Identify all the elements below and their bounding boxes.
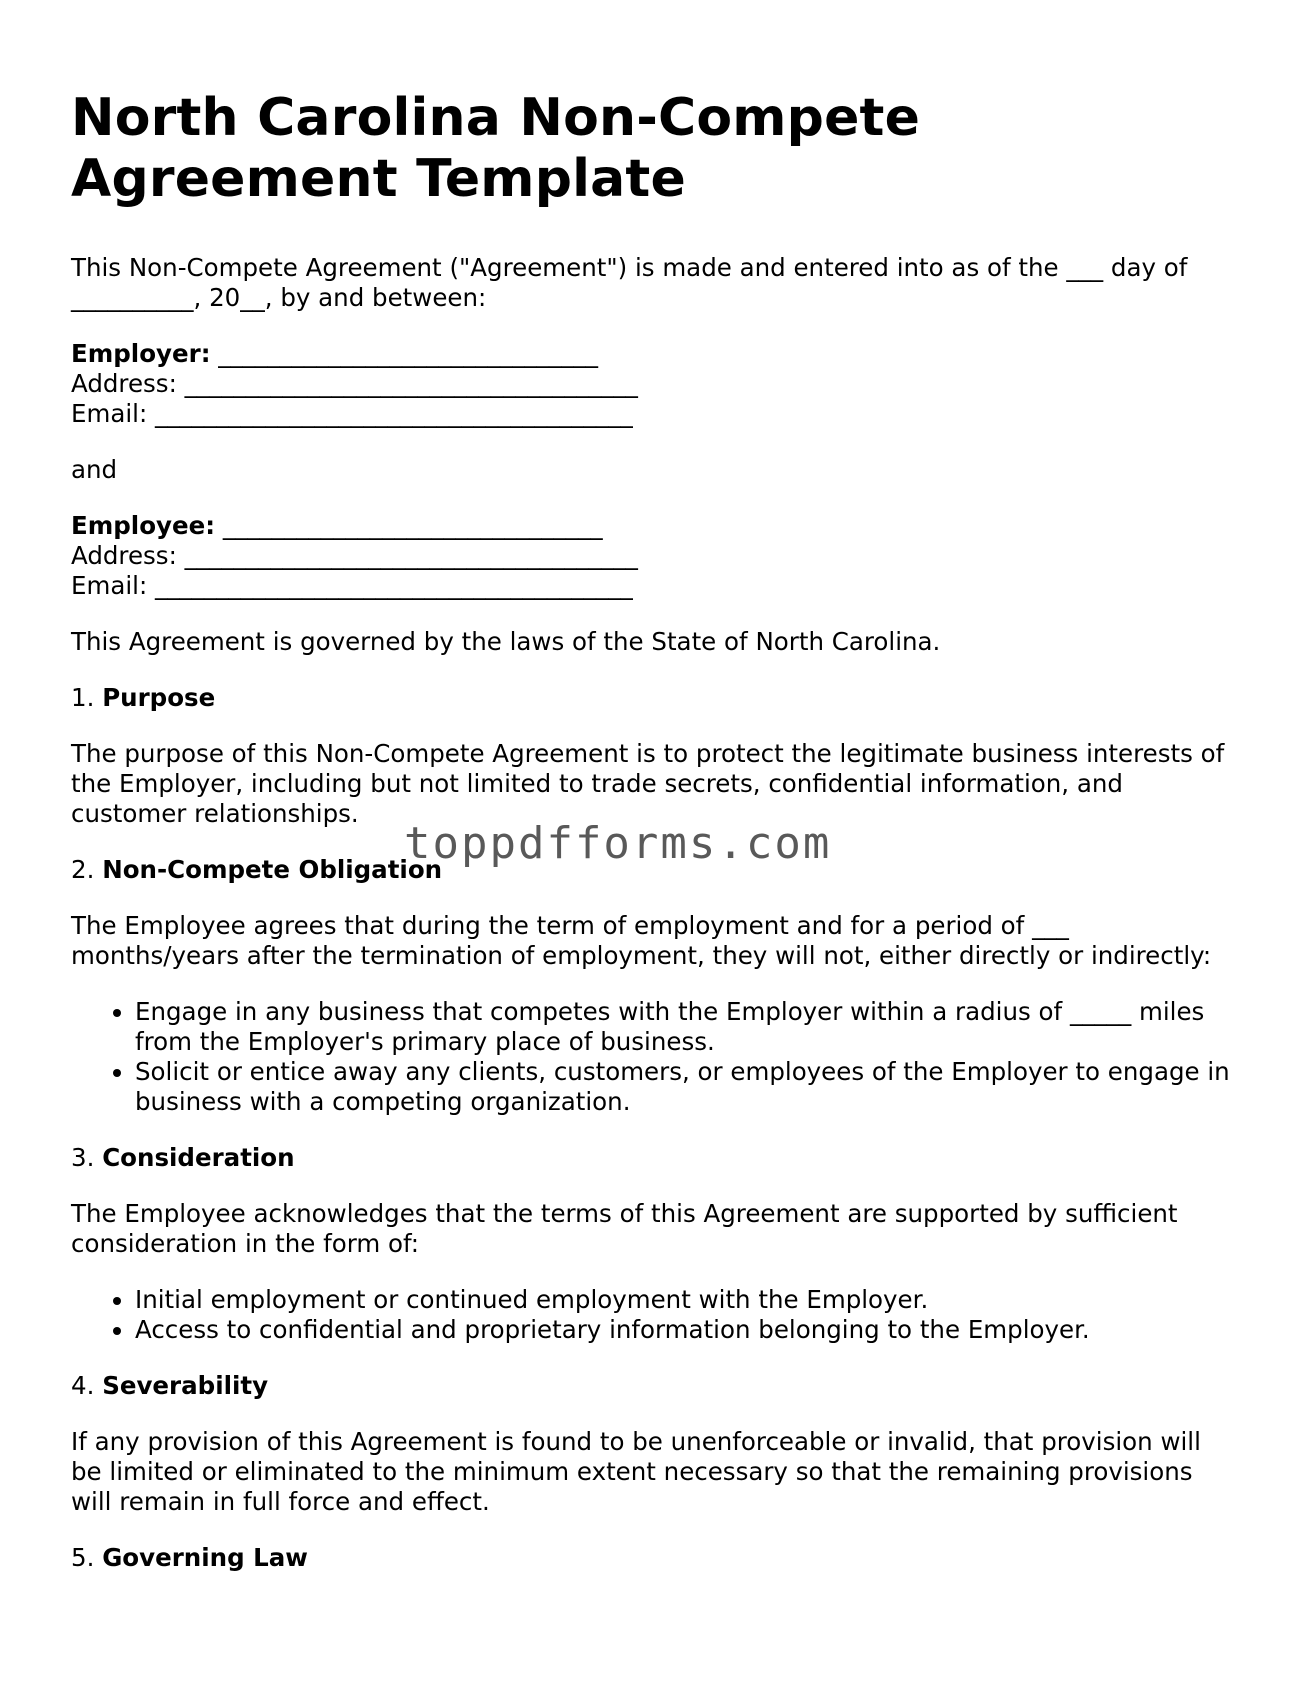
list-item: • Access to confidential and proprietary information belonging to the Employer. [135,1315,1231,1345]
section-1-title: Purpose [102,683,216,712]
section-3-heading [71,1143,1231,1173]
document-title: North Carolina Non-Compete Agreement Template [71,88,921,209]
employee-label: Employee: [71,511,216,540]
employer-email: Email: _______________________________________ [71,399,633,428]
list-item: • Solicit or entice away any clients, customers, or employees of the Employer to engage in business with a competing organization. [135,1057,1231,1117]
employee-block [71,511,1231,601]
section-1-text: The purpose of this Non-Compete Agreement is to protect the legitimate business interests of the Employer, including but not limited to trade secrets, confidential information, and customer relationships. [71,739,1225,828]
list-item: • Initial employment or continued employment with the Employer. [135,1285,1231,1315]
employee-blank: _______________________________ [215,511,603,540]
section-5-number: 5. [71,1543,95,1572]
employer-block [71,339,1231,429]
section-3-number: 3. [71,1143,95,1172]
list-item: • Engage in any business that competes with the Employer within a radius of _____ miles from the Employer's primary place of business. [135,997,1231,1057]
document-page [71,0,1231,1573]
employer-line [71,339,1231,369]
employer-address: Address: _____________________________________ [71,369,638,398]
section-3-title: Consideration [102,1143,295,1172]
section-1-number: 1. [71,683,95,712]
employer-blank: _______________________________ [210,339,599,368]
section-4-number: 4. [71,1371,95,1400]
section-2-text: The Employee agrees that during the term of employment and for a period of ___ months/years after the termination of employment, they will not, either directly or indirectly: [71,911,1212,970]
section-4-text: If any provision of this Agreement is found to be unenforceable or invalid, that provision will be limited or eliminated to the minimum extent necessary so that the remaining provisions will remain in full force and effect. [71,1427,1201,1516]
governed-statement: This Agreement is governed by the laws of the State of North Carolina. [71,627,941,656]
section-3-list [71,1285,1231,1345]
section-4-title: Severability [102,1371,269,1400]
section-2-number: 2. [71,855,95,884]
employer-label: Employer: [71,339,211,368]
employee-email: Email: _______________________________________ [71,571,633,600]
section-3-text: The Employee acknowledges that the terms of this Agreement are supported by sufficient consideration in the form of: [71,1199,1178,1258]
section-5-heading [71,1543,1231,1573]
watermark: toppdfforms.com [404,818,832,869]
section-2-title: Non-Compete Obligation [102,855,443,884]
and-text: and [71,455,118,484]
employee-address: Address: _____________________________________ [71,541,638,570]
section-1-heading [71,683,1231,713]
section-4-heading [71,1371,1231,1401]
intro-paragraph: This Non-Compete Agreement ("Agreement") is made and entered into as of the ___ day of __________, 20__, by and between: [71,253,1188,312]
section-5-title: Governing Law [102,1543,308,1572]
section-2-list [71,997,1231,1117]
employee-line [71,511,1231,541]
